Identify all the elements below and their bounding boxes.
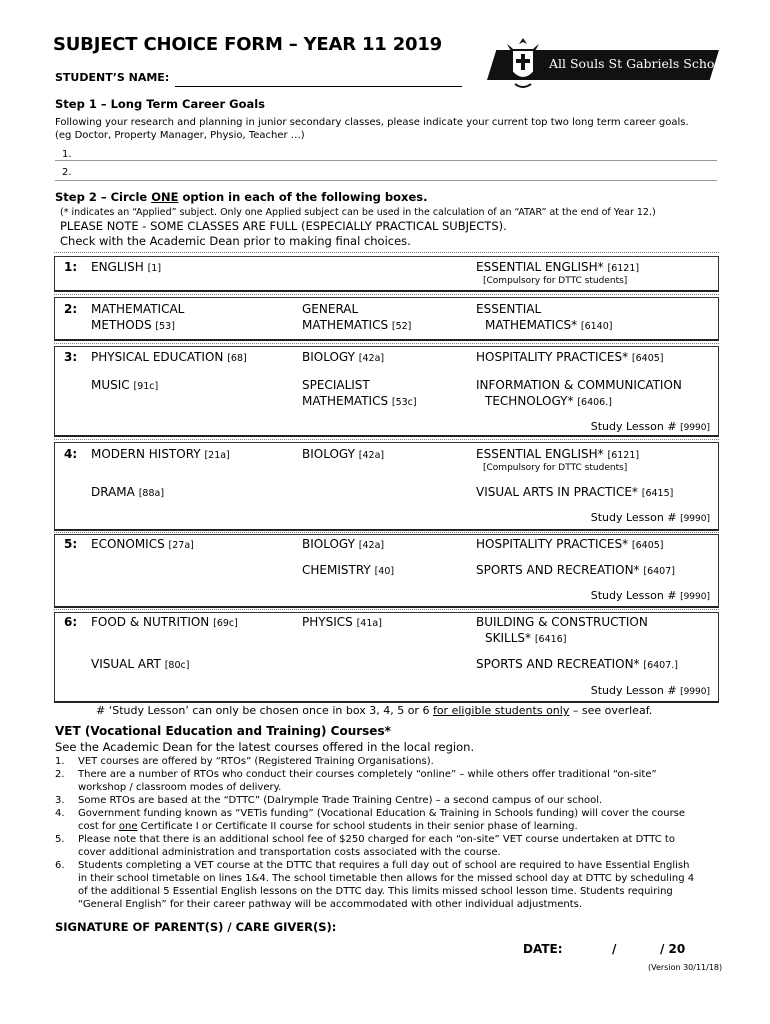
vet-item-text: cover additional administration and transportation costs associated with the course. <box>78 847 501 858</box>
subject-option[interactable] <box>91 657 189 671</box>
subject-name: TECHNOLOGY* <box>485 394 574 408</box>
step2-heading-post: option in each of the following boxes. <box>178 190 428 204</box>
subject-code: [88a] <box>138 488 165 499</box>
subject-code: [52] <box>391 321 412 332</box>
subject-code: [53] <box>155 321 175 332</box>
subject-name: VISUAL ART <box>91 657 161 671</box>
subject-name: ECONOMICS <box>91 537 165 551</box>
step2-heading <box>55 190 427 204</box>
subject-code: [6121] <box>607 450 640 461</box>
subject-code: [9990] <box>680 423 710 433</box>
subject-option[interactable] <box>302 350 384 364</box>
subject-code: [6416] <box>534 634 567 645</box>
subject-option-cont[interactable] <box>485 631 566 645</box>
subject-code: [6140] <box>580 321 613 332</box>
subject-option[interactable]: INFORMATION & COMMUNICATION <box>476 378 682 392</box>
vet-item-text: VET courses are offered by “RTOs” (Registered Training Organisations). <box>78 756 434 767</box>
subject-code: [6121] <box>607 263 640 274</box>
vet-item-text: in their school timetable on lines 1&4. The school timetable then allows for the missed school day at DTTC by scheduling 4 <box>78 873 695 884</box>
box-number: 1: <box>64 260 78 274</box>
subject-name: SKILLS* <box>485 631 532 645</box>
vet-item-text: workshop / classroom modes of delivery. <box>78 782 282 793</box>
subject-option[interactable] <box>91 485 164 499</box>
career-goal-2-field[interactable] <box>55 180 717 181</box>
box-number: 3: <box>64 350 78 364</box>
study-lesson-option[interactable] <box>591 684 710 697</box>
date-separator: / <box>612 942 617 956</box>
vet-item-text: Students completing a VET course at the DTTC that requires a full day out of school are required to have Essential English <box>78 860 690 871</box>
vet-heading: VET (Vocational Education and Training) Courses* <box>55 724 391 738</box>
step2-heading-pre: Step 2 – Circle <box>55 190 152 204</box>
vet-item-number: 6. <box>55 860 65 871</box>
subject-name: DRAMA <box>91 485 135 499</box>
subject-code: [80c] <box>164 660 190 671</box>
step1-examples: (eg Doctor, Property Manager, Physio, Teacher …) <box>55 130 305 141</box>
vet-item-number: 2. <box>55 769 65 780</box>
page-title: SUBJECT CHOICE FORM – YEAR 11 2019 <box>53 34 442 55</box>
eligible-students-note: for eligible students only <box>432 704 570 717</box>
school-name: All Souls St Gabriels School <box>549 56 726 71</box>
subject-code: [6407] <box>643 566 675 577</box>
subject-code: [6406.] <box>577 397 612 408</box>
vet-item-number: 1. <box>55 756 65 767</box>
subject-option[interactable] <box>302 563 394 577</box>
step1-instructions: Following your research and planning in junior secondary classes, please indicate your current top two long term career goals. <box>55 117 689 128</box>
career-goal-1-field[interactable] <box>55 160 717 161</box>
subject-name: FOOD & NUTRITION <box>91 615 210 629</box>
subject-option[interactable] <box>91 378 158 392</box>
subject-box-5 <box>54 534 719 608</box>
career-goal-1-label: 1. <box>62 149 72 160</box>
subject-code: [42a] <box>358 540 385 551</box>
classes-full-note: PLEASE NOTE - SOME CLASSES ARE FULL (ESPECIALLY PRACTICAL SUBJECTS). <box>60 219 507 233</box>
subject-option-cont[interactable] <box>485 394 612 408</box>
subject-name: BIOLOGY <box>302 350 355 364</box>
signature-label: SIGNATURE OF PARENT(S) / CARE GIVER(S): <box>55 920 337 934</box>
subject-code: [27a] <box>168 540 194 551</box>
subject-code: [91c] <box>133 381 159 392</box>
subject-code: [6405] <box>631 540 664 551</box>
career-goal-2-label: 2. <box>62 167 72 178</box>
vet-item-number: 5. <box>55 834 65 845</box>
subject-box-6 <box>54 612 719 703</box>
subject-code: [68] <box>227 353 247 364</box>
subject-option-cont[interactable] <box>91 318 175 332</box>
box-number: 6: <box>64 615 78 629</box>
subject-option[interactable] <box>476 537 664 551</box>
study-lesson-option[interactable] <box>591 420 710 433</box>
subject-code: [41a] <box>356 618 382 629</box>
study-note-end: – see overleaf. <box>569 704 653 717</box>
subject-name: BIOLOGY <box>302 537 355 551</box>
date-month-field[interactable] <box>625 944 655 958</box>
subject-name: BIOLOGY <box>302 447 355 461</box>
subject-name: SPORTS AND RECREATION* <box>476 657 640 671</box>
study-lesson-option[interactable] <box>591 511 710 524</box>
subject-name: SPORTS AND RECREATION* <box>476 563 640 577</box>
subject-code: [6415] <box>641 488 674 499</box>
box-separator <box>54 252 719 253</box>
vet-text-underlined: one <box>118 821 138 832</box>
subject-option[interactable] <box>91 615 238 629</box>
box-separator <box>54 439 719 440</box>
subject-name: METHODS <box>91 318 152 332</box>
subject-name: ESSENTIAL ENGLISH* <box>476 447 604 461</box>
subject-option[interactable] <box>476 563 675 577</box>
study-lesson-note <box>96 704 652 717</box>
subject-option[interactable] <box>91 260 161 274</box>
subject-code: [9990] <box>680 592 710 602</box>
subject-option[interactable] <box>302 537 384 551</box>
subject-option[interactable]: SPECIALIST <box>302 378 370 392</box>
date-year: / 20 <box>660 942 686 956</box>
subject-option[interactable] <box>476 657 678 671</box>
vet-item-text <box>78 821 578 832</box>
subject-name: ENGLISH <box>91 260 144 274</box>
box-number: 2: <box>64 302 78 316</box>
subject-name: CHEMISTRY <box>302 563 371 577</box>
subject-box-2 <box>54 297 719 341</box>
subject-option[interactable]: BUILDING & CONSTRUCTION <box>476 615 648 629</box>
subject-option[interactable] <box>476 447 639 461</box>
date-day-field[interactable] <box>586 944 608 958</box>
student-name-field[interactable] <box>175 86 462 87</box>
subject-name: MATHEMATICS <box>302 394 389 408</box>
vet-item-text: Government funding known as “VETis funding” (Vocational Education & Training in Schools funding) will cover the course <box>78 808 686 819</box>
box-number: 4: <box>64 447 78 461</box>
box-separator <box>54 294 719 295</box>
study-lesson-label: Study Lesson # <box>590 420 677 433</box>
subject-code: [42a] <box>358 353 385 364</box>
subject-option[interactable]: GENERAL <box>302 302 359 316</box>
vet-intro: See the Academic Dean for the latest courses offered in the local region. <box>55 740 475 754</box>
subject-name: MATHEMATICS* <box>485 318 578 332</box>
vet-item-text: There are a number of RTOs who conduct their courses completely “online” – while others offer traditional “on-site” <box>78 769 657 780</box>
subject-option[interactable] <box>476 260 639 274</box>
subject-code: [21a] <box>204 450 230 461</box>
subject-option-cont[interactable] <box>302 318 411 332</box>
version-label: (Version 30/11/18) <box>648 963 723 972</box>
vet-text-part: Certificate I or Certificate II course for school students in their senior phase of learning. <box>137 821 578 832</box>
subject-name: ESSENTIAL ENGLISH* <box>476 260 604 274</box>
academic-dean-note: Check with the Academic Dean prior to making final choices. <box>60 234 411 248</box>
step1-heading: Step 1 – Long Term Career Goals <box>55 97 266 111</box>
subject-code: [69c] <box>213 618 238 629</box>
subject-option[interactable] <box>91 537 194 551</box>
school-logo <box>487 36 726 94</box>
subject-name: PHYSICAL EDUCATION <box>91 350 224 364</box>
subject-option[interactable]: MATHEMATICAL <box>91 302 185 316</box>
vet-text-part: cost for <box>78 821 119 832</box>
vet-item-number: 3. <box>55 795 65 806</box>
subject-code: [40] <box>374 566 395 577</box>
study-lesson-label: Study Lesson # <box>590 684 677 697</box>
box-separator <box>54 532 719 533</box>
vet-item-text: of the additional 5 Essential English lessons on the DTTC day. This limits missed school lesson time. Students requiring <box>78 886 673 897</box>
step2-heading-one: ONE <box>151 190 179 204</box>
subject-option[interactable]: ESSENTIAL <box>476 302 542 316</box>
subject-box-1 <box>54 256 719 292</box>
subject-name: HOSPITALITY PRACTICES* <box>476 537 629 551</box>
study-note-text: # ‘Study Lesson’ can only be chosen once in box 3, 4, 5 or 6 <box>96 704 433 717</box>
vet-item-number: 4. <box>55 808 65 819</box>
subject-code: [1] <box>147 263 162 274</box>
subject-box-4 <box>54 442 719 531</box>
subject-box-3 <box>54 346 719 437</box>
subject-option[interactable] <box>302 447 384 461</box>
subject-code: [9990] <box>680 514 710 524</box>
subject-option[interactable] <box>302 615 382 629</box>
box-separator <box>54 609 719 610</box>
box-number: 5: <box>64 537 78 551</box>
subject-name: MUSIC <box>91 378 130 392</box>
subject-name: VISUAL ARTS IN PRACTICE* <box>476 485 638 499</box>
step2-applied-note: (* indicates an “Applied” subject. Only one Applied subject can be used in the calculation of an “ATAR” at the end of Year 12.) <box>60 207 656 218</box>
student-name-label: STUDENT’S NAME: <box>55 71 170 84</box>
subject-code: [53c] <box>391 397 417 408</box>
subject-name: HOSPITALITY PRACTICES* <box>476 350 629 364</box>
subject-code: [9990] <box>680 687 710 697</box>
compulsory-note: [Compulsory for DTTC students] <box>483 463 628 473</box>
study-lesson-label: Study Lesson # <box>590 511 677 524</box>
subject-option[interactable] <box>91 350 247 364</box>
box-separator <box>54 343 719 344</box>
subject-option[interactable] <box>476 485 673 499</box>
subject-name: MATHEMATICS <box>302 318 389 332</box>
school-crest-icon <box>503 36 543 94</box>
subject-name: PHYSICS <box>302 615 353 629</box>
vet-item-text: “General English” for their career pathway will be accommodated with other individual adjustments. <box>78 899 583 910</box>
subject-option[interactable] <box>91 447 230 461</box>
study-lesson-option[interactable] <box>591 589 710 602</box>
subject-option[interactable] <box>476 350 664 364</box>
subject-code: [42a] <box>358 450 385 461</box>
subject-code: [6407.] <box>643 660 678 671</box>
subject-name: MODERN HISTORY <box>91 447 201 461</box>
compulsory-note: [Compulsory for DTTC students] <box>483 276 628 286</box>
subject-option-cont[interactable] <box>485 318 612 332</box>
vet-item-text: Some RTOs are based at the “DTTC” (Dalrymple Trade Training Centre) – a second campus of our school. <box>78 795 603 806</box>
date-label: DATE: <box>523 942 563 956</box>
subject-option-cont[interactable] <box>302 394 417 408</box>
subject-code: [6405] <box>631 353 664 364</box>
vet-item-text: Please note that there is an additional school fee of $250 charged for each “on-site” VET course undertaken at DTTC to <box>78 834 675 845</box>
study-lesson-label: Study Lesson # <box>590 589 677 602</box>
